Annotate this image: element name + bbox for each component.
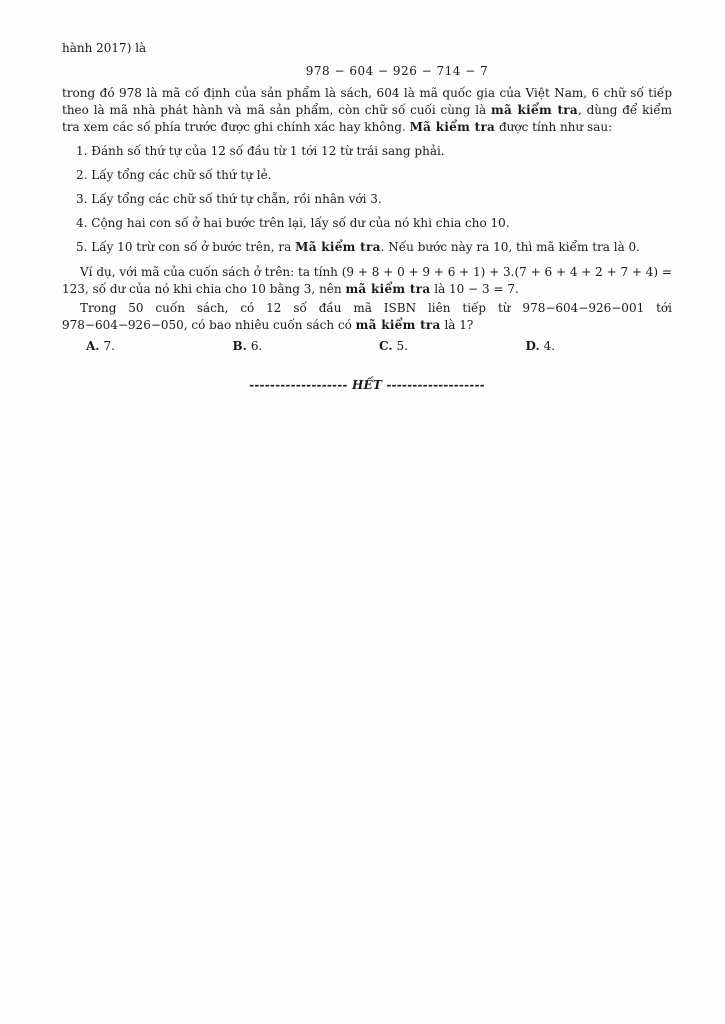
step-1: 1. Đánh số thứ tự của 12 số đầu từ 1 tới 12 từ trái sang phải.: [76, 144, 445, 158]
end-marker: ------------------- HẾT -------------------: [249, 378, 485, 392]
example-paragraph: [62, 264, 672, 298]
intro-paragraph: [62, 85, 672, 136]
answer-letter: A.: [86, 339, 100, 353]
question-text-pre: Trong 50 cuốn sách, có 12 số đầu mã ISBN liên tiếp từ 978−604−926−001 tới 978−604−926−050, có bao nhiêu cuốn sách có: [62, 301, 672, 332]
answer-option-d: [526, 338, 673, 355]
answer-letter: D.: [525, 339, 540, 353]
intro-text-2: , dùng để kiểm tra xem các số phía trước được ghi chính xác hay không.: [62, 103, 672, 134]
answer-option-a: [86, 338, 233, 355]
answer-value: 4.: [543, 339, 556, 353]
example-text-pre: Ví dụ, với mã của cuốn sách ở trên: ta tính (9 + 8 + 0 + 9 + 6 + 1) + 3.(7 + 6 + 4 + 2 + 7 + 4) = 123, số dư của nó khi chia cho 10 bằng 3, nên: [62, 265, 672, 296]
step-2: 2. Lấy tổng các chữ số thứ tự lẻ.: [76, 168, 272, 182]
step-5-keyword: Mã kiểm tra: [295, 240, 381, 254]
question-keyword: mã kiểm tra: [355, 318, 441, 332]
answer-option-b: [233, 338, 380, 355]
intro-text-3: được tính như sau:: [495, 120, 613, 134]
document-content: [62, 40, 672, 394]
question-paragraph: [62, 300, 672, 334]
intro-text-1: trong đó 978 là mã cố định của sản phẩm là sách, 604 là mã quốc gia của Việt Nam, 6 chữ số tiếp theo là mã nhà phát hành và mã sản phẩm, còn chữ số cuối cùng là: [62, 86, 672, 117]
keyword-check-digit-2: Mã kiểm tra: [409, 120, 496, 134]
answer-letter: B.: [232, 339, 247, 353]
step-3: 3. Lấy tổng các chữ số thứ tự chẵn, rồi nhân với 3.: [76, 192, 382, 206]
answer-value: 7.: [103, 339, 115, 353]
example-keyword: mã kiểm tra: [345, 282, 431, 296]
answer-option-c: [379, 338, 526, 355]
answer-letter: C.: [379, 339, 393, 353]
answer-value: 5.: [396, 339, 408, 353]
isbn-code: 978 − 604 − 926 − 714 − 7: [305, 64, 489, 78]
answer-value: 6.: [250, 339, 263, 353]
keyword-check-digit-1: mã kiểm tra: [491, 103, 578, 117]
step-5-text-pre: 5. Lấy 10 trừ con số ở bước trên, ra: [76, 240, 296, 254]
answer-options: [62, 338, 672, 355]
question-text-post: là 1?: [440, 318, 474, 332]
step-5-text-post: . Nếu bước này ra 10, thì mã kiểm tra là 0.: [380, 240, 640, 254]
example-text-post: là 10 − 3 = 7.: [430, 282, 519, 296]
step-5: [62, 239, 672, 256]
step-4: 4. Cộng hai con số ở hai bước trên lại, lấy số dư của nó khi chia cho 10.: [76, 216, 510, 230]
top-line: hành 2017) là: [62, 41, 147, 55]
